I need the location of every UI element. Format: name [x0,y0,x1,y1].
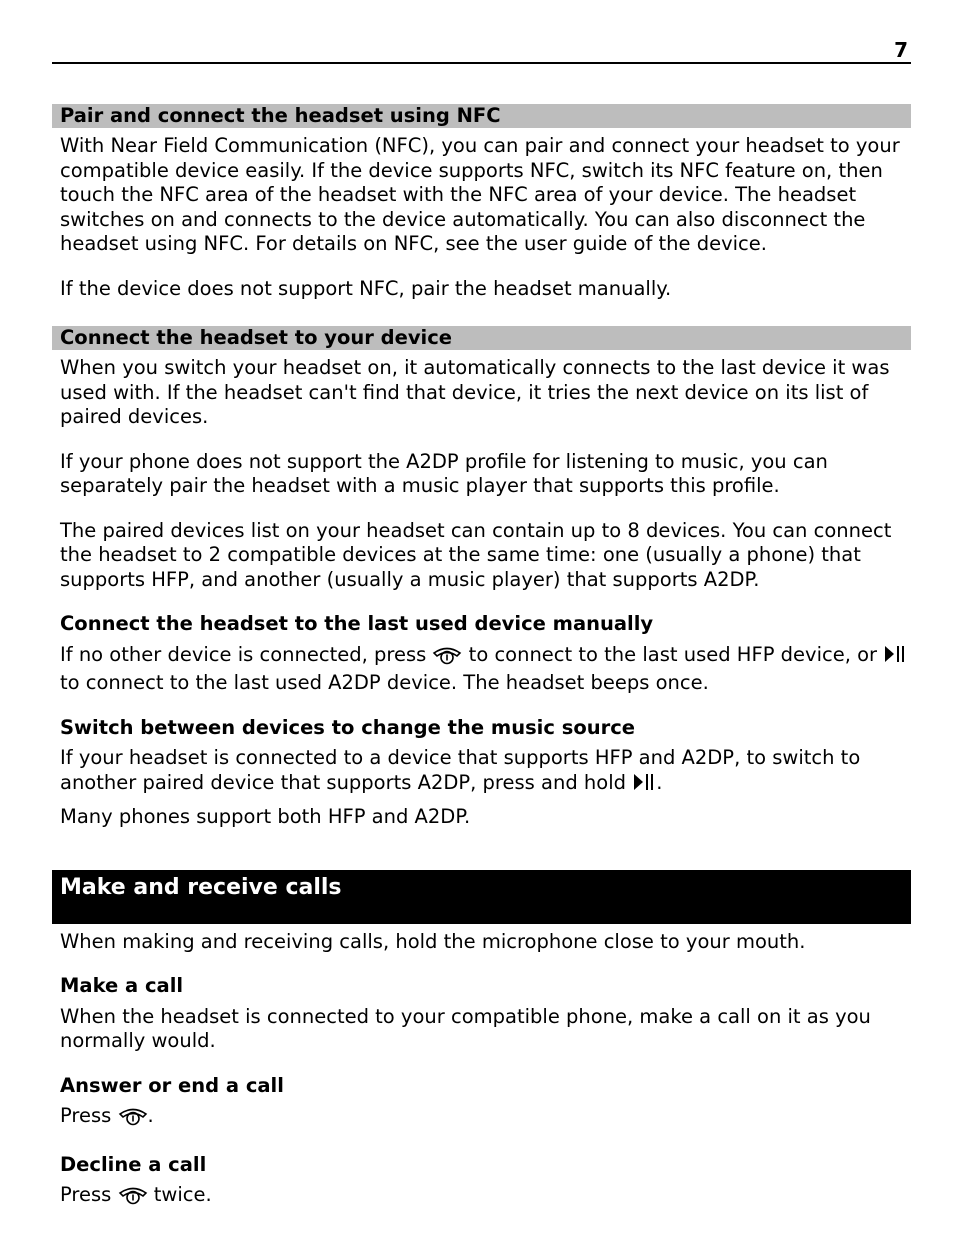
heading-answer-call: Answer or end a call [60,1073,284,1097]
section-heading-nfc: Pair and connect the headset using NFC [52,104,911,128]
call-key-icon [432,645,462,672]
heading-last-used-device: Connect the headset to the last used device manually [60,612,654,635]
switch-paragraph-1 [52,746,911,799]
section-heading-connect: Connect the headset to your device [52,326,911,350]
connect-paragraph-2: If your phone does not support the A2DP profile for listening to music, you can separately pair the headset with a music player that supports this profile. [60,449,828,497]
answer-call-paragraph [52,1104,911,1133]
switch-paragraph-2: Many phones support both HFP and A2DP. [60,805,471,828]
last-used-paragraph [52,643,911,696]
answer-text-a: Press [60,1104,118,1127]
call-key-icon [118,1185,148,1212]
play-pause-icon [632,771,656,800]
last-used-text-c: to connect to the last used A2DP device. The headset beeps once. [60,671,709,694]
nfc-paragraph-1: With Near Field Communication (NFC), you can pair and connect your headset to your compatible device easily. If the device supports NFC, switch its NFC feature on, then touch the NFC area of the headset with the NFC area of your device. The headset switches on and connects to the device automatically. You can also disconnect the headset using NFC. For details on NFC, see the user guide of the device. [60,134,900,255]
answer-text-b: . [147,1104,154,1127]
last-used-text-b: to connect to the last used HFP device, or [462,642,884,666]
connect-paragraph-1: When you switch your headset on, it automatically connects to the last device it was used with. If the headset can't find that device, it tries the next device on its list of paired devices. [60,356,890,428]
switch-text-a: If your headset is connected to a device that supports HFP and A2DP, to switch to another paired device that supports A2DP, press and hold [60,746,861,794]
decline-text-a: Press [60,1183,118,1206]
switch-text-b: . [656,770,663,794]
heading-switch-devices: Switch between devices to change the music source [60,715,636,739]
last-used-text-a: If no other device is connected, press [60,642,433,666]
chapter-heading-calls: Make and receive calls [52,870,911,924]
decline-text-b: twice. [147,1183,212,1206]
heading-decline-call: Decline a call [60,1152,207,1176]
play-pause-icon [883,643,907,672]
connect-paragraph-3: The paired devices list on your headset can contain up to 8 devices. You can connect the headset to 2 compatible devices at the same time: one (usually a phone) that supports HFP, and another (usually a music player) that supports A2DP. [60,518,892,591]
nfc-paragraph-2: If the device does not support NFC, pair the headset manually. [60,276,672,300]
make-call-paragraph: When the headset is connected to your compatible phone, make a call on it as you normally would. [60,1004,871,1052]
call-key-icon [118,1106,148,1133]
heading-make-call: Make a call [60,974,184,997]
top-rule [52,62,911,64]
page-number: 7 [894,38,908,62]
page-content [52,104,911,1212]
decline-call-paragraph [52,1183,911,1212]
calls-intro: When making and receiving calls, hold the microphone close to your mouth. [60,929,806,953]
